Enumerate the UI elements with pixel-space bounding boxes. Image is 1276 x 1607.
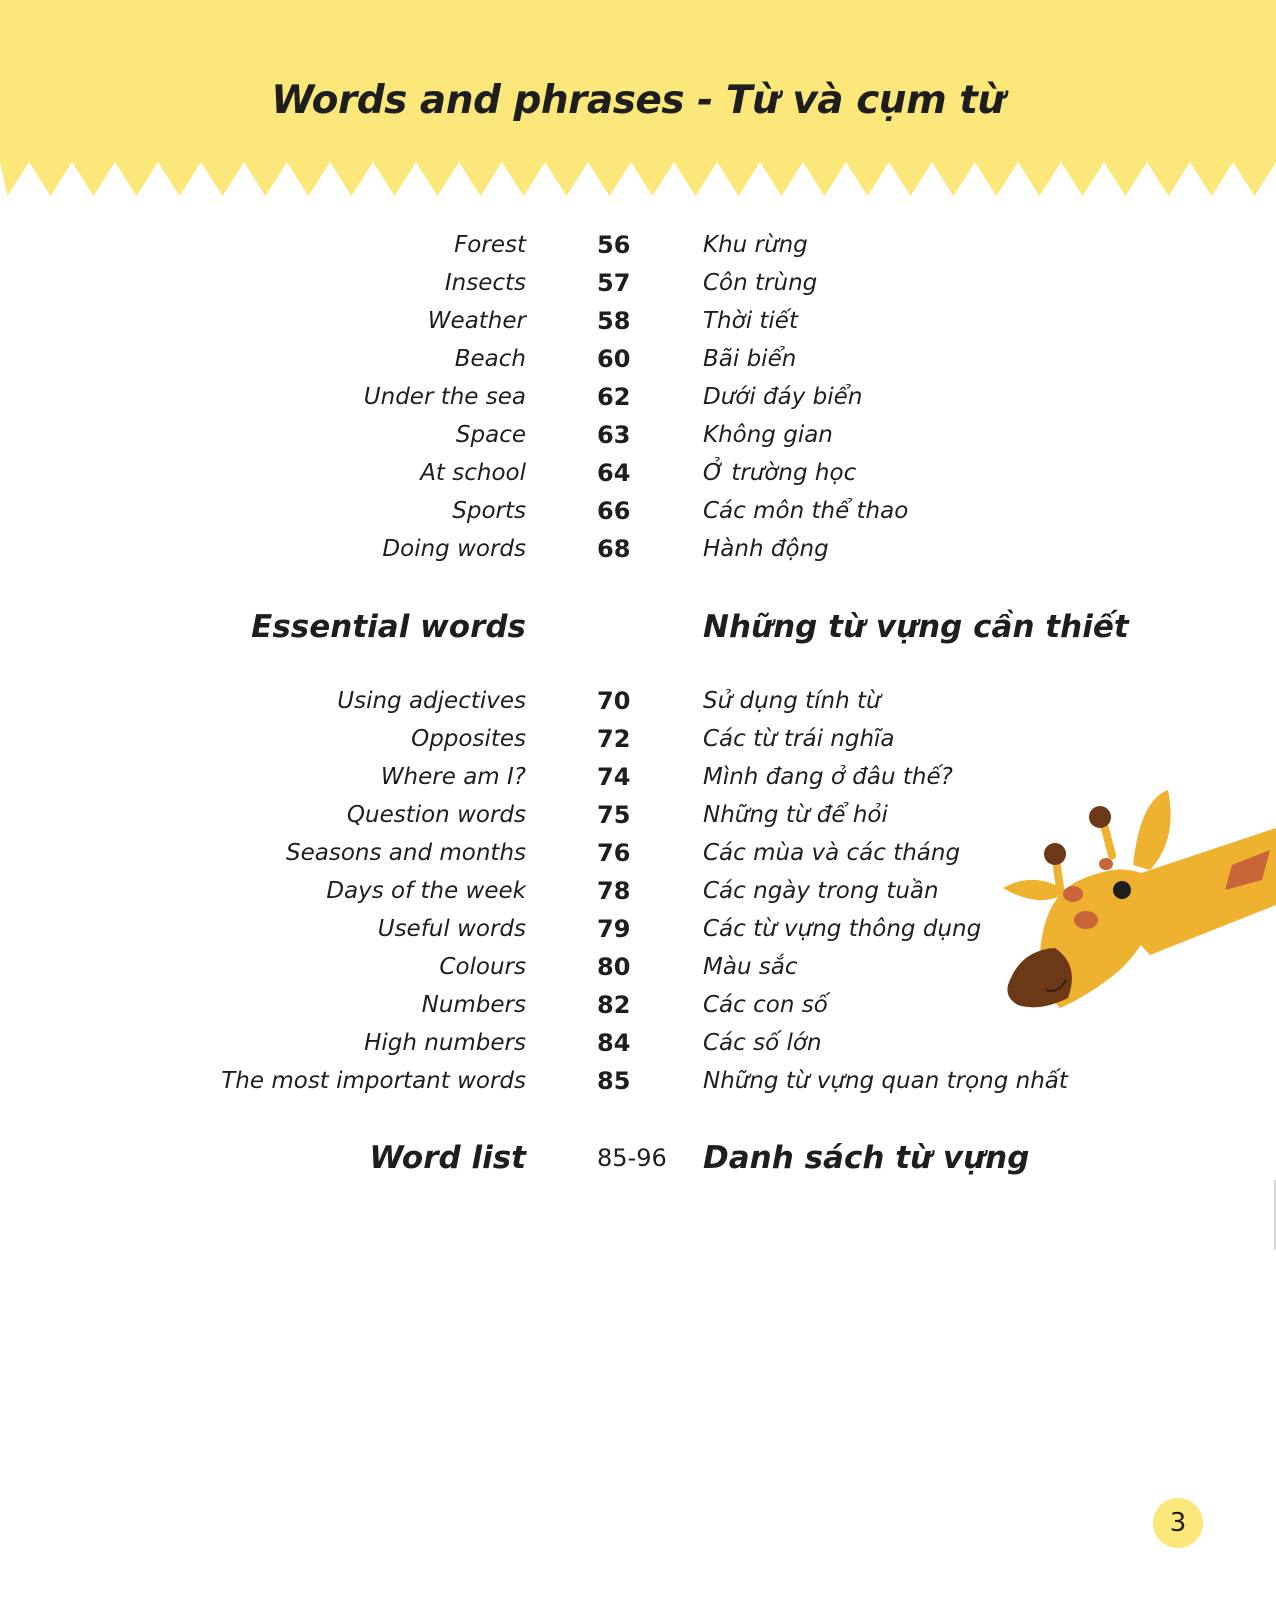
toc-entry-vietnamese: Các môn thể thao	[703, 498, 909, 524]
toc-entry-vietnamese: Những từ để hỏi	[703, 802, 888, 828]
giraffe-illustration	[1000, 780, 1276, 1040]
toc-entry-vietnamese: Các số lớn	[703, 1030, 822, 1056]
giraffe-eye	[1113, 881, 1131, 899]
giraffe-nose	[1007, 948, 1071, 1007]
toc-entry-vietnamese: Màu sắc	[703, 954, 798, 980]
toc-page-number: 60	[597, 345, 631, 373]
toc-page-number: 64	[597, 459, 631, 487]
toc-entry-english: Using adjectives	[337, 688, 526, 714]
toc-entry-english: Opposites	[411, 726, 526, 752]
toc-page-number: 57	[597, 269, 631, 297]
toc-row[interactable]	[0, 492, 1276, 530]
toc-page-number: 58	[597, 307, 631, 335]
toc-entry-vietnamese: Ở trường học	[703, 460, 857, 486]
toc-entry-english: Seasons and months	[286, 840, 526, 866]
toc-entry-vietnamese: Các từ vựng thông dụng	[703, 916, 982, 942]
toc-entry-english: Sports	[452, 498, 526, 524]
giraffe-horn-left-tip	[1044, 843, 1066, 865]
toc-page-number: 84	[597, 1029, 631, 1057]
toc-entry-english: Space	[455, 422, 526, 448]
toc-row[interactable]	[0, 720, 1276, 758]
toc-entry-english: Numbers	[421, 992, 526, 1018]
toc-entry-english: Days of the week	[326, 878, 526, 904]
toc-entry-vietnamese: Dưới đáy biển	[703, 384, 863, 410]
toc-entry-english: Under the sea	[363, 384, 526, 410]
toc-entry-vietnamese: Mình đang ở đâu thế?	[703, 764, 953, 790]
section-heading-english: Essential words	[251, 609, 526, 645]
toc-page-number: 66	[597, 497, 631, 525]
toc-entry-english: At school	[420, 460, 526, 486]
toc-page-number: 78	[597, 877, 631, 905]
toc-entry-vietnamese: Thời tiết	[703, 308, 798, 334]
toc-entry-vietnamese: Côn trùng	[703, 270, 818, 296]
giraffe-ear-right	[1133, 790, 1171, 870]
toc-entry-english: Forest	[454, 232, 526, 258]
toc-entry-vietnamese: Các con số	[703, 992, 828, 1018]
giraffe-spot	[1063, 886, 1083, 902]
toc-row[interactable]	[0, 340, 1276, 378]
page-title: Words and phrases - Từ và cụm từ	[271, 78, 1005, 123]
toc-page-number: 72	[597, 725, 631, 753]
toc-entry-vietnamese: Các từ trái nghĩa	[703, 726, 895, 752]
giraffe-spot	[1074, 911, 1098, 929]
toc-entry-vietnamese: Khu rừng	[703, 232, 808, 258]
toc-entry-vietnamese: Những từ vựng quan trọng nhất	[703, 1068, 1068, 1094]
giraffe-spot	[1099, 858, 1113, 870]
toc-page-number: 63	[597, 421, 631, 449]
toc-row[interactable]	[0, 378, 1276, 416]
toc-page-number: 70	[597, 687, 631, 715]
section-heading-vietnamese: Danh sách từ vựng	[703, 1140, 1030, 1176]
toc-row[interactable]	[0, 226, 1276, 264]
toc-page-range: 85-96	[597, 1144, 667, 1172]
toc-entry-vietnamese: Sử dụng tính từ	[703, 688, 881, 714]
toc-entry-english: Where am I?	[380, 764, 526, 790]
toc-entry-vietnamese: Các ngày trong tuần	[703, 878, 939, 904]
toc-entry-english: Beach	[454, 346, 526, 372]
toc-page-number: 74	[597, 763, 631, 791]
toc-row[interactable]	[0, 454, 1276, 492]
toc-entry-english: The most important words	[221, 1068, 526, 1094]
toc-page-number: 68	[597, 535, 631, 563]
toc-page-number: 76	[597, 839, 631, 867]
toc-entry-english: Colours	[439, 954, 526, 980]
toc-entry-english: Useful words	[377, 916, 526, 942]
toc-page-number: 75	[597, 801, 631, 829]
toc-row[interactable]	[0, 682, 1276, 720]
toc-entry-vietnamese: Hành động	[703, 536, 829, 562]
section-heading-essential[interactable]	[0, 602, 1276, 652]
toc-entry-english: Weather	[427, 308, 526, 334]
toc-page-number: 62	[597, 383, 631, 411]
toc-page-number: 79	[597, 915, 631, 943]
section-heading-vietnamese: Những từ vựng cần thiết	[703, 609, 1129, 645]
toc-row[interactable]	[0, 1062, 1276, 1100]
toc-entry-vietnamese: Bãi biển	[703, 346, 797, 372]
toc-page-number: 85	[597, 1067, 631, 1095]
giraffe-horn-right-tip	[1089, 806, 1111, 828]
toc-page-number: 80	[597, 953, 631, 981]
section-heading-wordlist[interactable]	[0, 1133, 1276, 1183]
toc-page-number: 82	[597, 991, 631, 1019]
toc-page-number: 56	[597, 231, 631, 259]
toc-row[interactable]	[0, 530, 1276, 568]
toc-entry-english: Doing words	[382, 536, 526, 562]
toc-entry-english: Question words	[346, 802, 526, 828]
toc-row[interactable]	[0, 302, 1276, 340]
toc-row[interactable]	[0, 264, 1276, 302]
toc-entry-english: High numbers	[364, 1030, 526, 1056]
toc-row[interactable]	[0, 416, 1276, 454]
page-number-badge: 3	[1153, 1498, 1203, 1548]
toc-entry-vietnamese: Các mùa và các tháng	[703, 840, 961, 866]
toc-entry-english: Insects	[444, 270, 526, 296]
toc-entry-vietnamese: Không gian	[703, 422, 833, 448]
section-heading-english: Word list	[369, 1140, 526, 1176]
